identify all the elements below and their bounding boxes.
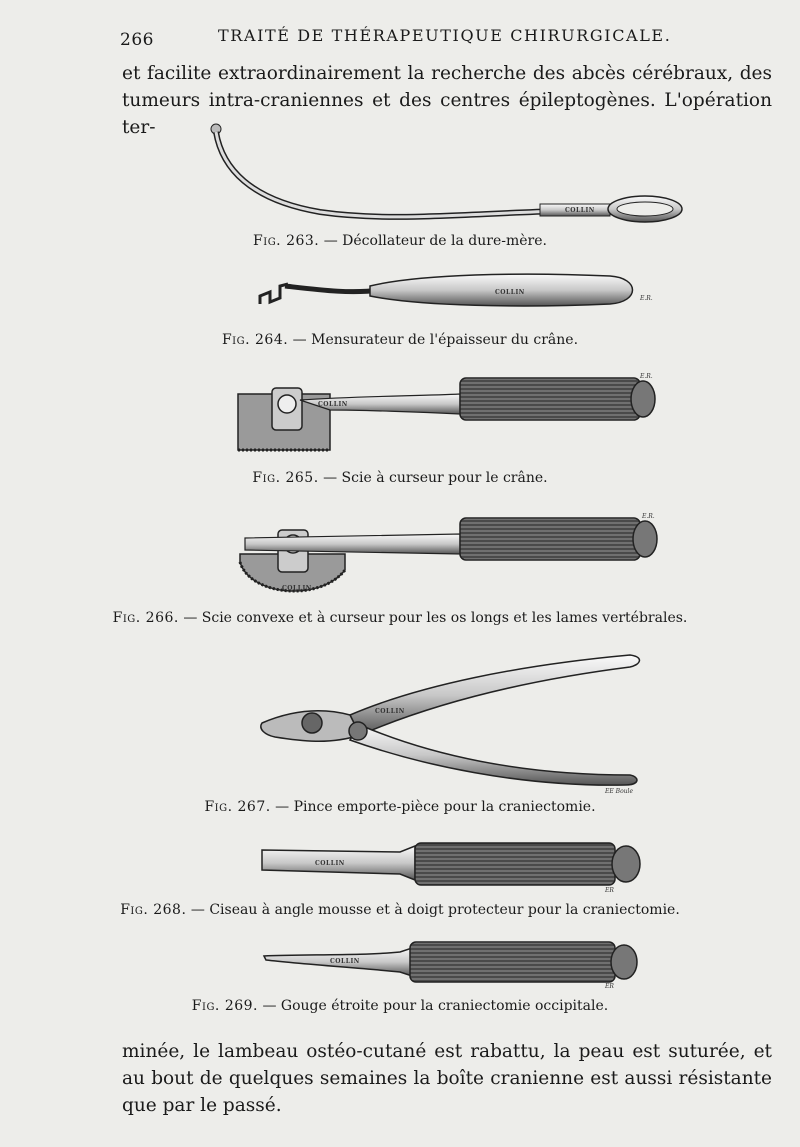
figure-label: Fig. 265. (252, 470, 319, 486)
skull-thickness-gauge-illustration (0, 268, 800, 328)
collin-mark: COLLIN (495, 289, 525, 296)
figure-label: Fig. 263. (253, 233, 320, 249)
figure-caption (0, 610, 800, 626)
figure-264 (0, 268, 800, 353)
engraver-signature: E.R. (642, 513, 655, 520)
figure-269 (0, 938, 800, 1023)
figure-caption-text: — Scie à curseur pour le crâne. (323, 470, 548, 486)
figure-label: Fig. 268. (120, 902, 187, 918)
dura-mater-elevator-illustration (0, 118, 800, 228)
convex-slider-saw-illustration (0, 510, 800, 602)
engraver-signature: ER (605, 887, 614, 894)
collin-mark: COLLIN (282, 585, 312, 592)
collin-mark: COLLIN (375, 708, 405, 715)
figure-caption (0, 332, 800, 348)
figure-caption-text: — Scie convexe et à curseur pour les os longs et les lames vertébrales. (183, 610, 688, 626)
figure-caption-text: — Gouge étroite pour la craniectomie occipitale. (262, 998, 609, 1014)
page-header (0, 22, 800, 52)
cranial-slider-saw-illustration (0, 370, 800, 462)
engraver-signature: E.R. (640, 295, 653, 302)
figure-label: Fig. 269. (191, 998, 259, 1014)
figure-caption (0, 470, 800, 486)
figure-caption-text: — Mensurateur de l'épaisseur du crâne. (292, 332, 579, 348)
figure-label: Fig. 264. (221, 332, 289, 348)
figure-caption-text: — Décollateur de la dure-mère. (323, 233, 547, 249)
figure-265 (0, 370, 800, 490)
figure-caption (0, 233, 800, 249)
figure-268 (0, 838, 800, 923)
figure-caption (0, 799, 800, 815)
punch-forceps-illustration (0, 645, 800, 795)
paragraph-top: et facilite extraordinairement la recherche des abcès cérébraux, des tumeurs intra-craniennes et des centres épileptogènes. L'opération ter- (122, 63, 772, 138)
narrow-gouge-illustration (0, 938, 800, 993)
collin-mark: COLLIN (330, 958, 360, 965)
collin-mark: COLLIN (315, 860, 345, 867)
engraver-signature: ER (605, 983, 614, 990)
paragraph-bottom: minée, le lambeau ostéo-cutané est rabattu, la peau est suturée, et au bout de quelques semaines la boîte cranienne est aussi résistante que par le passé. (122, 1041, 772, 1116)
page-number: 266 (120, 30, 154, 50)
figure-label: Fig. 266. (112, 610, 179, 626)
chisel-illustration (0, 838, 800, 896)
engraver-signature: EE Boule (605, 788, 634, 795)
figure-263 (0, 118, 800, 253)
collin-mark: COLLIN (565, 207, 595, 214)
figure-266 (0, 510, 800, 630)
figure-caption (0, 902, 800, 918)
figure-caption (0, 998, 800, 1014)
running-title: TRAITÉ DE THÉRAPEUTIQUE CHIRURGICALE. (218, 26, 672, 45)
engraver-signature: E.R. (640, 373, 653, 380)
figure-caption-text: — Ciseau à angle mousse et à doigt protecteur pour la craniectomie. (190, 902, 680, 918)
figure-caption-text: — Pince emporte-pièce pour la craniectomie. (275, 799, 596, 815)
collin-mark: COLLIN (318, 401, 348, 408)
figure-267 (0, 645, 800, 820)
figure-label: Fig. 267. (204, 799, 271, 815)
